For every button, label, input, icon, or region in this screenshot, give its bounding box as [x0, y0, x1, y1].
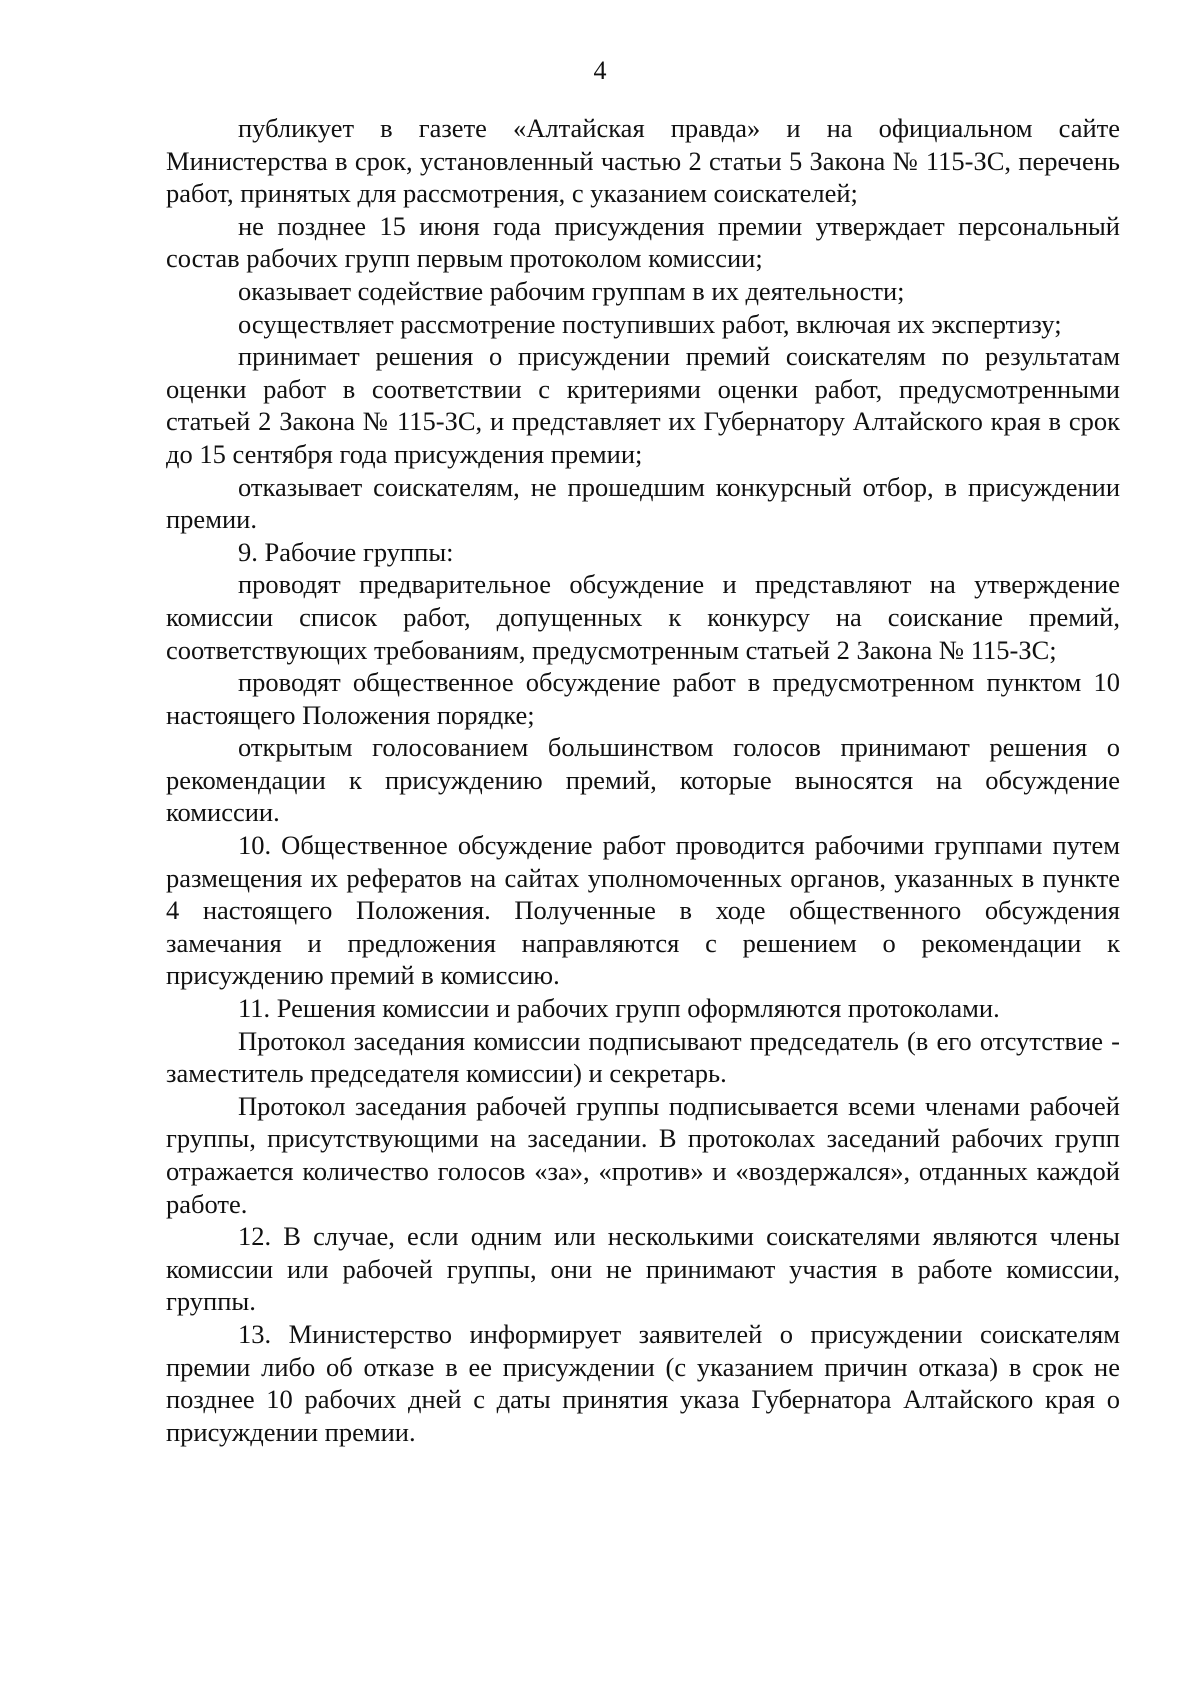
paragraph-open-voting: открытым голосованием большинством голосов принимают решения о рекомендации к присуждению премий, которые выносятся на обсуждение комиссии.: [166, 732, 1120, 828]
section-13: 13. Министерство информирует заявителей о присуждении соискателям премии либо об отказе в ее присуждении (с указанием причин отказа) в срок не позднее 10 рабочих дней с даты принятия указа Губернатора Алтайского края о присуждении премии.: [166, 1318, 1120, 1447]
paragraph-publication: публикует в газете «Алтайская правда» и на официальном сайте Министерства в срок, установленный частью 2 статьи 5 Закона № 115-ЗС, перечень работ, принятых для рассмотрения, с указанием соискателей;: [166, 113, 1120, 209]
document-body: [166, 112, 1120, 1448]
paragraph-assistance: оказывает содействие рабочим группам в их деятельности;: [238, 275, 905, 306]
paragraph-review: осуществляет рассмотрение поступивших работ, включая их экспертизу;: [238, 308, 1062, 339]
section-11: 11. Решения комиссии и рабочих групп оформляются протоколами.: [238, 993, 1000, 1024]
section-9-heading: 9. Рабочие группы:: [238, 536, 454, 567]
paragraph-working-groups-composition: не позднее 15 июня года присуждения премии утверждает персональный состав рабочих групп первым протоколом комиссии;: [166, 210, 1120, 274]
section-12: 12. В случае, если одним или несколькими соискателями являются члены комиссии или рабочей группы, они не принимают участия в работе комиссии, группы.: [166, 1221, 1120, 1317]
paragraph-public-discussion: проводят общественное обсуждение работ в предусмотренном пунктом 10 настоящего Положения порядке;: [166, 667, 1120, 730]
section-10: 10. Общественное обсуждение работ проводится рабочими группами путем размещения их рефератов на сайтах уполномоченных органов, указанных в пункте 4 настоящего Положения. Полученные в ходе общественного обсуждения замечания и предложения направляются с решением о рекомендации к присуждению премий в комиссию.: [166, 830, 1120, 991]
paragraph-refusal: отказывает соискателям, не прошедшим конкурсный отбор, в присуждении премии.: [166, 471, 1120, 535]
paragraph-commission-protocol: Протокол заседания комиссии подписывают председатель (в его отсутствие - заместитель председателя комиссии) и секретарь.: [166, 1025, 1120, 1089]
paragraph-award-decisions: принимает решения о присуждении премий соискателям по результатам оценки работ в соответствии с критериями оценки работ, предусмотренными статьей 2 Закона № 115-ЗС, и представляет их Губернатору Алтайского края в срок до 15 сентября года присуждения премии;: [166, 341, 1120, 469]
paragraph-working-group-protocol: Протокол заседания рабочей группы подписывается всеми членами рабочей группы, присутствующими на заседании. В протоколах заседаний рабочих групп отражается количество голосов «за», «против» и «воздержался», отданных каждой работе.: [166, 1090, 1120, 1219]
paragraph-preliminary-discussion: проводят предварительное обсуждение и представляют на утверждение комиссии список работ, допущенных к конкурсу на соискание премий, соответствующих требованиям, предусмотренным статьей 2 Закона № 115-ЗС;: [166, 569, 1120, 665]
page-number: 4: [593, 56, 607, 85]
